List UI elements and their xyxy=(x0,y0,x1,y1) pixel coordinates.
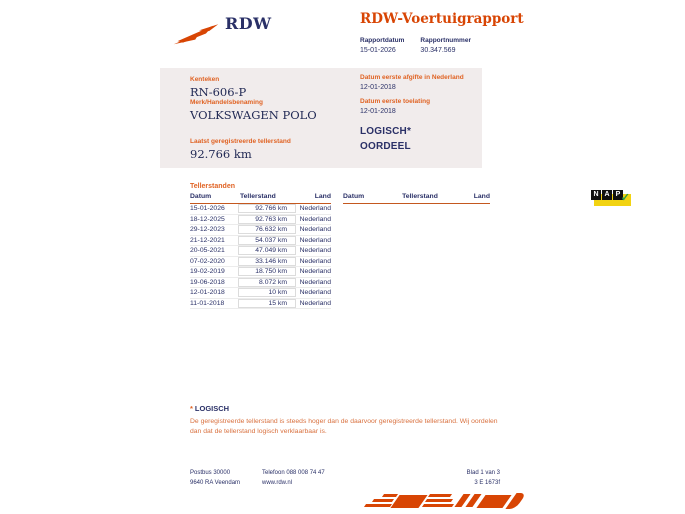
report-date-label: Rapportdatum xyxy=(360,37,405,44)
nap-letter-p: P xyxy=(613,190,623,200)
col-datum: Datum xyxy=(343,193,365,200)
title-block xyxy=(360,11,560,54)
cell-datum: 29-12-2023 xyxy=(190,226,225,234)
table-row xyxy=(190,257,331,268)
kenteken-value: RN-606-P xyxy=(190,85,247,99)
afgifte-label: Datum eerste afgifte in Nederland xyxy=(360,74,464,81)
cell-tellerstand: 76.632 km xyxy=(238,225,296,234)
cell-datum: 11-01-2018 xyxy=(190,299,225,307)
footnote-title-text: LOGISCH xyxy=(194,404,230,413)
report-date-value: 15-01-2026 xyxy=(360,47,396,54)
merk-field xyxy=(190,99,317,122)
table-row xyxy=(190,288,331,299)
footer-contact xyxy=(262,468,467,488)
kenteken-label: Kenteken xyxy=(190,76,220,83)
col-land: Land xyxy=(473,193,490,200)
footnote-text: De geregistreerde tellerstand is steeds hoger dan de daarvoor geregistreerde tellerstand. Wij oordelen dan dat de tellerstand logisch verklaarbaar is. xyxy=(190,418,498,436)
rdw-logo xyxy=(173,14,272,50)
cell-tellerstand: 92.763 km xyxy=(238,215,296,224)
cell-land: Nederland xyxy=(299,299,331,307)
footnote-asterisk: * xyxy=(190,404,193,413)
cell-datum: 07-02-2020 xyxy=(190,257,225,265)
oordeel-line2: OORDEEL xyxy=(360,140,411,152)
tellerstand-label: Laatst geregistreerde tellerstand xyxy=(190,138,291,145)
col-tellerstand: Tellerstand xyxy=(240,193,276,200)
nap-logo-icon xyxy=(591,190,631,207)
cell-land: Nederland xyxy=(299,278,331,286)
cell-tellerstand: 8.072 km xyxy=(238,278,296,287)
cell-datum: 19-06-2018 xyxy=(190,278,225,286)
col-tellerstand: Tellerstand xyxy=(402,193,438,200)
table-row xyxy=(190,225,331,236)
table-header xyxy=(343,193,490,204)
cell-datum: 12-01-2018 xyxy=(190,289,225,297)
cell-datum: 19-02-2019 xyxy=(190,268,225,276)
cell-tellerstand: 18.750 km xyxy=(238,267,296,276)
tellerstanden-table-secondary xyxy=(343,193,490,204)
cell-land: Nederland xyxy=(299,236,331,244)
page-footer xyxy=(190,468,500,488)
cell-land: Nederland xyxy=(299,247,331,255)
cell-tellerstand: 47.049 km xyxy=(238,246,296,255)
cell-tellerstand: 10 km xyxy=(238,288,296,297)
cell-datum: 15-01-2026 xyxy=(190,205,225,213)
table-row xyxy=(190,215,331,226)
col-datum: Datum xyxy=(190,193,212,200)
tellerstanden-rows xyxy=(190,204,331,309)
cell-land: Nederland xyxy=(299,226,331,234)
tellerstanden-table xyxy=(190,193,331,309)
table-row xyxy=(190,246,331,257)
footer-address xyxy=(190,468,262,488)
cell-tellerstand: 54.037 km xyxy=(238,236,296,245)
oordeel-text xyxy=(360,125,411,154)
cell-datum: 21-12-2021 xyxy=(190,236,225,244)
table-row xyxy=(190,278,331,289)
footer-address-line1: Postbus 30000 xyxy=(190,470,231,476)
cell-tellerstand: 33.146 km xyxy=(238,257,296,266)
brand-text: RDW xyxy=(225,14,272,33)
logisch-footnote xyxy=(190,404,502,437)
report-number-value: 30.347.569 xyxy=(420,47,456,54)
toelating-value: 12-01-2018 xyxy=(360,108,396,115)
merk-label: Merk/Handelsbenaming xyxy=(190,99,263,106)
afgifte-field xyxy=(360,74,464,91)
nap-check-icon: ✓ xyxy=(620,192,630,204)
footer-address-line2: 9640 RA Veendam xyxy=(190,480,241,487)
cell-datum: 18-12-2025 xyxy=(190,215,225,223)
table-row xyxy=(190,299,331,310)
tellerstanden-heading: Tellerstanden xyxy=(190,183,235,190)
report-meta xyxy=(360,37,560,54)
page-title: RDW-Voertuigrapport xyxy=(360,11,524,27)
cell-land: Nederland xyxy=(299,289,331,297)
cell-land: Nederland xyxy=(299,205,331,213)
toelating-field xyxy=(360,98,430,115)
oordeel-line1: LOGISCH* xyxy=(360,126,412,137)
footer-page-info xyxy=(467,468,500,488)
cell-land: Nederland xyxy=(299,257,331,265)
table-header xyxy=(190,193,331,204)
nap-letter-a: A xyxy=(602,190,612,200)
report-number-label: Rapportnummer xyxy=(420,37,471,44)
footer-phone: Telefoon 088 008 74 47 xyxy=(262,470,325,476)
nap-letter-n: N xyxy=(591,190,601,200)
table-row xyxy=(190,267,331,278)
toelating-label: Datum eerste toelating xyxy=(360,98,431,105)
col-land: Land xyxy=(314,193,331,200)
footer-page-indicator: Blad 1 van 3 xyxy=(466,470,500,476)
cell-land: Nederland xyxy=(299,215,331,223)
footer-form-code: 3 E 1673f xyxy=(474,480,500,487)
cell-tellerstand: 92.766 km xyxy=(238,204,296,213)
kenteken-field xyxy=(190,76,246,99)
report-date xyxy=(360,37,404,54)
footnote-title xyxy=(190,404,502,413)
rdw-wing-icon xyxy=(173,20,219,50)
table-row xyxy=(190,204,331,215)
table-row xyxy=(190,236,331,247)
cell-land: Nederland xyxy=(299,268,331,276)
cell-datum: 20-05-2021 xyxy=(190,247,225,255)
report-number xyxy=(420,37,471,54)
cell-tellerstand: 15 km xyxy=(238,299,296,308)
tellerstand-field xyxy=(190,138,291,161)
afgifte-value: 12-01-2018 xyxy=(360,84,396,91)
footer-stripes-graphic xyxy=(363,491,523,512)
footer-website-link[interactable]: www.rdw.nl xyxy=(262,480,293,487)
tellerstand-value: 92.766 km xyxy=(190,147,252,161)
merk-value: VOLKSWAGEN POLO xyxy=(190,108,317,122)
